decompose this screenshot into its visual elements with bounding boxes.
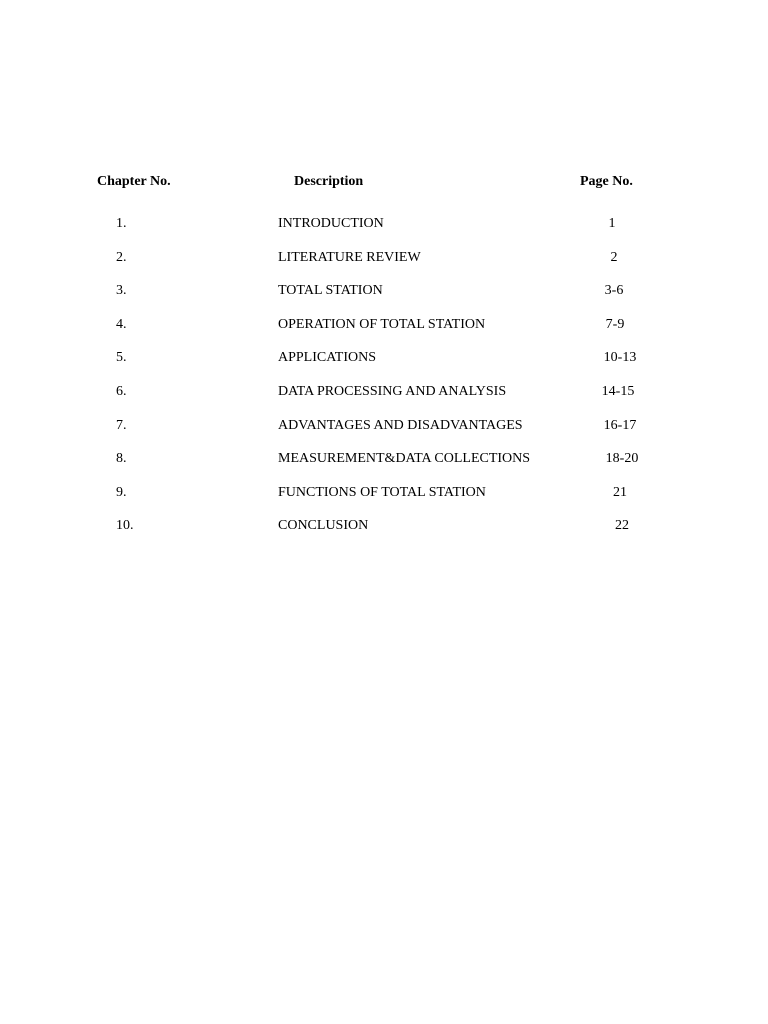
chapter-description: ADVANTAGES AND DISADVANTAGES bbox=[278, 417, 523, 433]
chapter-number: 3. bbox=[116, 283, 127, 299]
chapter-number: 2. bbox=[116, 249, 127, 265]
chapter-number: 6. bbox=[116, 383, 127, 399]
chapter-description: TOTAL STATION bbox=[278, 283, 383, 299]
chapter-number: 8. bbox=[116, 451, 127, 467]
chapter-description: INTRODUCTION bbox=[278, 216, 384, 231]
table-row bbox=[0, 451, 768, 485]
chapter-description: MEASUREMENT&DATA COLLECTIONS bbox=[278, 451, 531, 467]
table-header bbox=[0, 174, 768, 194]
table-row bbox=[0, 518, 768, 552]
table-row bbox=[0, 250, 768, 284]
chapter-number: 7. bbox=[116, 417, 127, 433]
chapter-description: APPLICATIONS bbox=[278, 350, 377, 366]
chapter-description: CONCLUSION bbox=[278, 518, 369, 534]
chapter-description: FUNCTIONS OF TOTAL STATION bbox=[278, 484, 486, 500]
table-row bbox=[0, 418, 768, 452]
chapter-page: 18-20 bbox=[605, 451, 639, 467]
table-row bbox=[0, 317, 768, 351]
chapter-page: 14-15 bbox=[601, 383, 635, 399]
chapter-page: 21 bbox=[613, 484, 627, 500]
chapter-number: 4. bbox=[116, 316, 127, 332]
header-description: Description bbox=[294, 174, 364, 189]
header-chapter-no: Chapter No. bbox=[97, 174, 171, 189]
chapter-page: 1 bbox=[608, 216, 616, 231]
chapter-number: 1. bbox=[116, 216, 127, 231]
chapter-page: 3-6 bbox=[604, 283, 624, 299]
chapter-page: 16-17 bbox=[603, 417, 637, 433]
chapter-number: 5. bbox=[116, 350, 127, 366]
header-page-no: Page No. bbox=[580, 174, 633, 189]
chapter-description: OPERATION OF TOTAL STATION bbox=[278, 316, 486, 332]
chapter-description: DATA PROCESSING AND ANALYSIS bbox=[278, 383, 507, 399]
table-row bbox=[0, 384, 768, 418]
chapter-page: 22 bbox=[615, 518, 629, 534]
table-row bbox=[0, 283, 768, 317]
table-row bbox=[0, 216, 768, 250]
contents-table bbox=[0, 216, 768, 552]
chapter-page: 2 bbox=[610, 249, 618, 265]
chapter-page: 10-13 bbox=[603, 350, 637, 366]
table-row bbox=[0, 350, 768, 384]
chapter-number: 10. bbox=[116, 518, 134, 534]
chapter-description: LITERATURE REVIEW bbox=[278, 249, 421, 265]
table-row bbox=[0, 485, 768, 519]
chapter-page: 7-9 bbox=[605, 316, 625, 332]
chapter-number: 9. bbox=[116, 484, 127, 500]
